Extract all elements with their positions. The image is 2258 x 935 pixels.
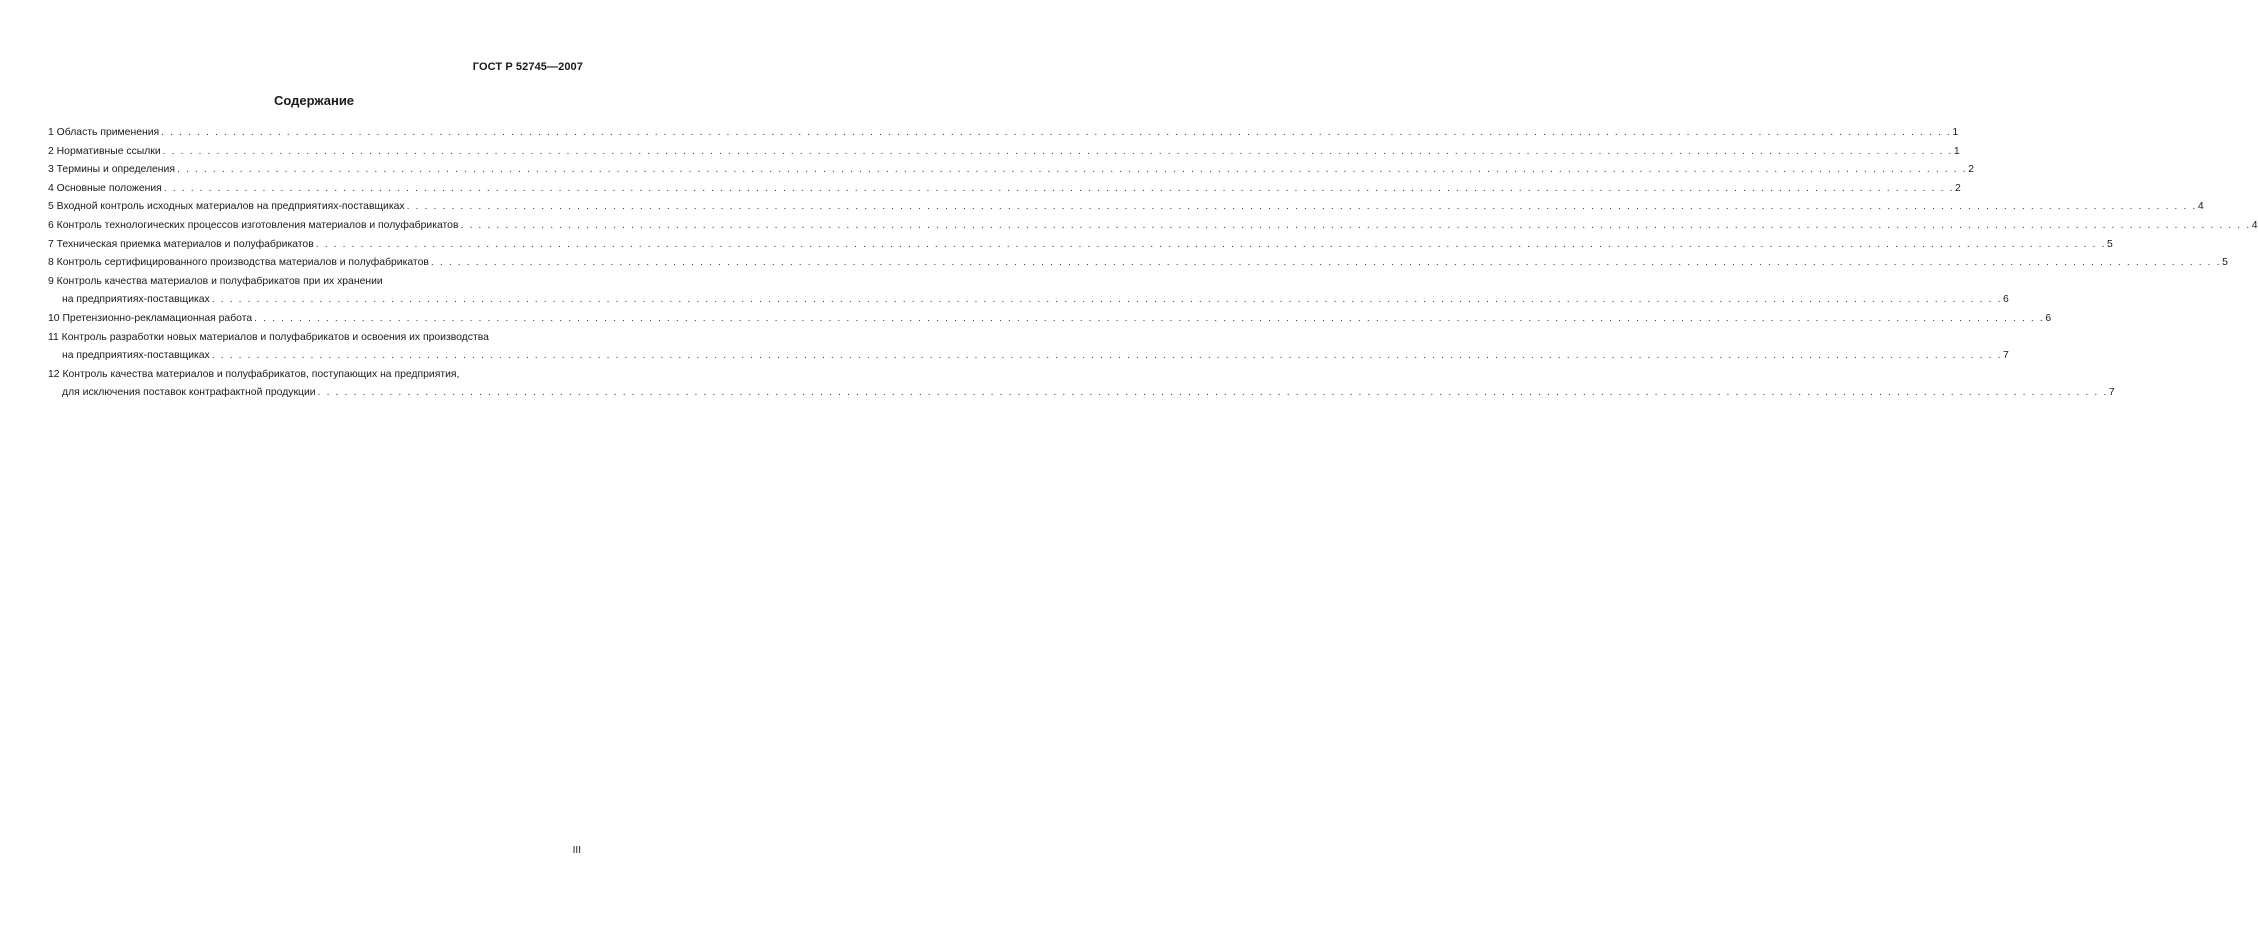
toc-entry[interactable] xyxy=(48,254,2228,273)
toc-entry[interactable] xyxy=(48,273,2009,310)
toc-entry-text: 5 Входной контроль исходных материалов на предприятиях-поставщиках xyxy=(48,201,405,213)
toc-entry-text: 2 Нормативные ссылки xyxy=(48,145,161,157)
toc-entry-text: 12 Контроль качества материалов и полуфабрикатов, поступающих на предприятия, xyxy=(48,368,460,380)
toc-entry-text: 4 Основные положения xyxy=(48,182,162,194)
toc-page-number: 6 xyxy=(2045,312,2052,324)
toc-entry-text: 10 Претензионно-рекламационная работа xyxy=(48,312,253,324)
toc-page-number: 6 xyxy=(2003,294,2009,306)
dot-leader: . . . . . . . . . . . . . . . . . . . . . . . . . . . . . . . . . . . . . . . . . . . . . . . . . . . . . . . . . . . . . . . . . . . . . . . . . . . . . . . . . . . . . . . . . . . . . . . . . . . . . . . . . . . . . . . . . . . . . . . . . . . . . . . . . . . . . . . . . . . . . . . . . . . . . . . . . . . . . . . . . . . . . . . . . . . . . . . . . . . . . . . . . . . . . . . . . . . . . . . . xyxy=(211,294,2003,306)
toc-page-number: 7 xyxy=(2108,387,2115,399)
toc-entry-text: 8 Контроль сертифицированного производства материалов и полуфабрикатов xyxy=(48,257,429,269)
toc-entry[interactable] xyxy=(48,124,1959,143)
toc-page-number: 4 xyxy=(2197,201,2204,213)
toc-title: Содержание xyxy=(273,93,355,108)
dot-leader: . . . . . . . . . . . . . . . . . . . . . . . . . . . . . . . . . . . . . . . . . . . . . . . . . . . . . . . . . . . . . . . . . . . . . . . . . . . . . . . . . . . . . . . . . . . . . . . . . . . . . . . . . . . . . . . . . . . . . . . . . . . . . . . . . . . . . . . . . . . . . . . . . . . . . . . . . . . . . . . . . . . . . . . . . . . . . . . . . . . . . . . . . . . . . . . . . . . . . . . . xyxy=(315,238,2106,250)
toc-entry[interactable] xyxy=(48,217,2258,236)
toc-entry-text: 3 Термины и определения xyxy=(48,164,175,176)
toc-page-number: 2 xyxy=(1968,164,1975,176)
dot-leader: . . . . . . . . . . . . . . . . . . . . . . . . . . . . . . . . . . . . . . . . . . . . . . . . . . . . . . . . . . . . . . . . . . . . . . . . . . . . . . . . . . . . . . . . . . . . . . . . . . . . . . . . . . . . . . . . . . . . . . . . . . . . . . . . . . . . . . . . . . . . . . . . . . . . . . . . . . . . . . . . . . . . . . . . . . . . . . . . . . . . . . . . . . . . . . . . . . . . . . . . xyxy=(161,127,1952,138)
toc-entry-text: 9 Контроль качества материалов и полуфабрикатов при их хранении xyxy=(48,275,383,287)
toc-entry-text: на предприятиях-поставщиках xyxy=(62,294,210,306)
toc-entry[interactable] xyxy=(48,329,2009,366)
table-of-contents xyxy=(48,124,2258,403)
document-code: ГОСТ Р 52745—2007 xyxy=(472,61,583,73)
dot-leader: . . . . . . . . . . . . . . . . . . . . . . . . . . . . . . . . . . . . . . . . . . . . . . . . . . . . . . . . . . . . . . . . . . . . . . . . . . . . . . . . . . . . . . . . . . . . . . . . . . . . . . . . . . . . . . . . . . . . . . . . . . . . . . . . . . . . . . . . . . . . . . . . . . . . . . . . . . . . . . . . . . . . . . . . . . . . . . . . . . . . . . . . . . . . . . . . . . . . . . . . xyxy=(460,219,2251,231)
toc-entry-text: 6 Контроль технологических процессов изготовления материалов и полуфабрикатов xyxy=(48,219,459,231)
toc-page-number: 2 xyxy=(1955,182,1961,194)
page-number: III xyxy=(572,845,581,856)
toc-entry[interactable] xyxy=(48,366,2115,403)
toc-entry[interactable] xyxy=(48,143,1960,162)
toc-page-number: 5 xyxy=(2107,238,2113,250)
dot-leader: . . . . . . . . . . . . . . . . . . . . . . . . . . . . . . . . . . . . . . . . . . . . . . . . . . . . . . . . . . . . . . . . . . . . . . . . . . . . . . . . . . . . . . . . . . . . . . . . . . . . . . . . . . . . . . . . . . . . . . . . . . . . . . . . . . . . . . . . . . . . . . . . . . . . . . . . . . . . . . . . . . . . . . . . . . . . . . . . . . . . . . . . . . . . . . . . . . . . . . . . xyxy=(211,350,2003,362)
dot-leader: . . . . . . . . . . . . . . . . . . . . . . . . . . . . . . . . . . . . . . . . . . . . . . . . . . . . . . . . . . . . . . . . . . . . . . . . . . . . . . . . . . . . . . . . . . . . . . . . . . . . . . . . . . . . . . . . . . . . . . . . . . . . . . . . . . . . . . . . . . . . . . . . . . . . . . . . . . . . . . . . . . . . . . . . . . . . . . . . . . . . . . . . . . . . . . . . . . . . . . . . xyxy=(254,312,2045,324)
toc-page-number: 7 xyxy=(2003,350,2009,362)
toc-entry-text: 7 Техническая приемка материалов и полуфабрикатов xyxy=(48,238,314,250)
toc-entry[interactable] xyxy=(48,236,2113,255)
toc-entry[interactable] xyxy=(48,310,2052,329)
toc-entry[interactable] xyxy=(48,161,1975,180)
dot-leader: . . . . . . . . . . . . . . . . . . . . . . . . . . . . . . . . . . . . . . . . . . . . . . . . . . . . . . . . . . . . . . . . . . . . . . . . . . . . . . . . . . . . . . . . . . . . . . . . . . . . . . . . . . . . . . . . . . . . . . . . . . . . . . . . . . . . . . . . . . . . . . . . . . . . . . . . . . . . . . . . . . . . . . . . . . . . . . . . . . . . . . . . . . . . . . . . . . . . . . . . xyxy=(162,145,1953,157)
toc-page-number: 1 xyxy=(1952,127,1959,138)
dot-leader: . . . . . . . . . . . . . . . . . . . . . . . . . . . . . . . . . . . . . . . . . . . . . . . . . . . . . . . . . . . . . . . . . . . . . . . . . . . . . . . . . . . . . . . . . . . . . . . . . . . . . . . . . . . . . . . . . . . . . . . . . . . . . . . . . . . . . . . . . . . . . . . . . . . . . . . . . . . . . . . . . . . . . . . . . . . . . . . . . . . . . . . . . . . . . . . . . . . . . . . . xyxy=(176,164,1968,176)
toc-entry-text: 1 Область применения xyxy=(48,127,160,138)
dot-leader: . . . . . . . . . . . . . . . . . . . . . . . . . . . . . . . . . . . . . . . . . . . . . . . . . . . . . . . . . . . . . . . . . . . . . . . . . . . . . . . . . . . . . . . . . . . . . . . . . . . . . . . . . . . . . . . . . . . . . . . . . . . . . . . . . . . . . . . . . . . . . . . . . . . . . . . . . . . . . . . . . . . . . . . . . . . . . . . . . . . . . . . . . . . . . . . . . . . . . . . . xyxy=(317,387,2108,399)
toc-page-number: 4 xyxy=(2251,219,2258,231)
toc-entry-text: на предприятиях-поставщиках xyxy=(62,350,210,362)
dot-leader: . . . . . . . . . . . . . . . . . . . . . . . . . . . . . . . . . . . . . . . . . . . . . . . . . . . . . . . . . . . . . . . . . . . . . . . . . . . . . . . . . . . . . . . . . . . . . . . . . . . . . . . . . . . . . . . . . . . . . . . . . . . . . . . . . . . . . . . . . . . . . . . . . . . . . . . . . . . . . . . . . . . . . . . . . . . . . . . . . . . . . . . . . . . . . . . . . . . . . . . . xyxy=(163,182,1955,194)
dot-leader: . . . . . . . . . . . . . . . . . . . . . . . . . . . . . . . . . . . . . . . . . . . . . . . . . . . . . . . . . . . . . . . . . . . . . . . . . . . . . . . . . . . . . . . . . . . . . . . . . . . . . . . . . . . . . . . . . . . . . . . . . . . . . . . . . . . . . . . . . . . . . . . . . . . . . . . . . . . . . . . . . . . . . . . . . . . . . . . . . . . . . . . . . . . . . . . . . . . . . . . . xyxy=(406,201,2197,213)
toc-entry-text: 11 Контроль разработки новых материалов и полуфабрикатов и освоения их производства xyxy=(48,331,489,343)
toc-page-number: 5 xyxy=(2222,257,2228,269)
toc-entry[interactable] xyxy=(48,198,2204,217)
dot-leader: . . . . . . . . . . . . . . . . . . . . . . . . . . . . . . . . . . . . . . . . . . . . . . . . . . . . . . . . . . . . . . . . . . . . . . . . . . . . . . . . . . . . . . . . . . . . . . . . . . . . . . . . . . . . . . . . . . . . . . . . . . . . . . . . . . . . . . . . . . . . . . . . . . . . . . . . . . . . . . . . . . . . . . . . . . . . . . . . . . . . . . . . . . . . . . . . . . . . . . . . xyxy=(430,257,2222,269)
toc-page-number: 1 xyxy=(1953,145,1960,157)
toc-entry[interactable] xyxy=(48,180,1961,199)
toc-entry-text: для исключения поставок контрафактной продукции xyxy=(62,387,316,399)
